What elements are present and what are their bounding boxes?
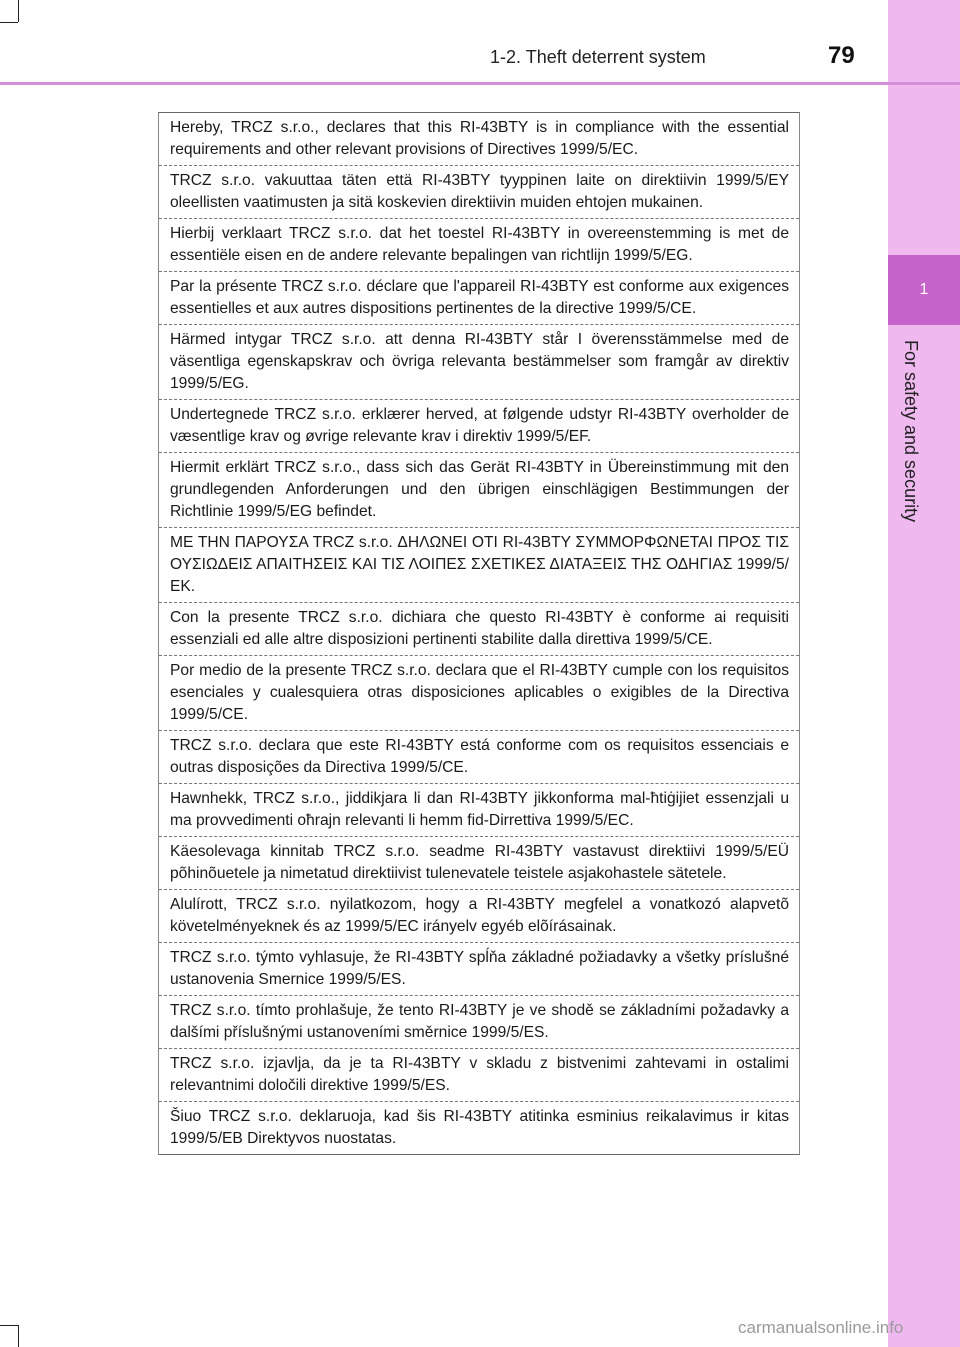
declaration-table bbox=[158, 112, 800, 1155]
chapter-label: For safety and security bbox=[901, 340, 921, 523]
declaration-slovak: TRCZ s.r.o. týmto vyhlasuje, že RI-43BTY spĺňa základné požiadavky a všetky príslušné ustanovenia Smernice 1999/5/ES. bbox=[159, 942, 799, 995]
declaration-danish: Undertegnede TRCZ s.r.o. erklærer herved, at følgende udstyr RI-43BTY overholder de væsentlige krav og øvrige relevante krav i direktiv 1999/5/EF. bbox=[159, 399, 799, 452]
declaration-greek: ΜΕ ΤΗΝ ΠΑΡΟΥΣΑ TRCZ s.r.o. ΔΗΛΩΝΕΙ ΟΤΙ RI-43BTY ΣΥΜΜΟΡΦΩΝΕΤΑΙ ΠΡΟΣ ΤΙΣ ΟΥΣΙΩΔΕΙΣ ΑΠΑΙΤΗΣΕΙΣ ΚΑΙ ΤΙΣ ΛΟΙΠΕΣ ΣΧΕΤΙΚΕΣ ΔΙΑΤΑΞΕΙΣ ΤΗΣ ΟΔΗΓΙΑΣ 1999/5/ΕΚ. bbox=[159, 527, 799, 602]
chapter-side-strip bbox=[888, 0, 960, 1347]
header-rule bbox=[0, 82, 960, 85]
declaration-swedish: Härmed intygar TRCZ s.r.o. att denna RI-43BTY står I överensstämmelse med de väsentliga egenskapskrav och övriga relevanta bestämmelser som framgår av direktiv 1999/5/EG. bbox=[159, 324, 799, 399]
watermark-link[interactable]: carmanualsonline.info bbox=[738, 1318, 904, 1337]
declaration-hungarian: Alulírott, TRCZ s.r.o. nyilatkozom, hogy a RI-43BTY megfelel a vonatkozó alapvetõ követelményeknek és az 1999/5/EC irányelv egyéb elõírásainak. bbox=[159, 889, 799, 942]
declaration-spanish: Por medio de la presente TRCZ s.r.o. declara que el RI-43BTY cumple con los requisitos esenciales y cualesquiera otras disposiciones aplicables o exigibles de la Directiva 1999/5/CE. bbox=[159, 655, 799, 730]
declaration-german: Hiermit erklärt TRCZ s.r.o., dass sich das Gerät RI-43BTY in Übereinstimmung mit den grundlegenden Anforderungen und den übrigen einschlägigen Bestimmungen der Richtlinie 1999/5/EG befindet. bbox=[159, 452, 799, 527]
declaration-dutch: Hierbij verklaart TRCZ s.r.o. dat het toestel RI-43BTY in overeenstemming is met de essentiële eisen en de andere relevante bepalingen van richtlijn 1999/5/EG. bbox=[159, 218, 799, 271]
section-title: 1-2. Theft deterrent system bbox=[490, 47, 706, 67]
declaration-czech: TRCZ s.r.o. tímto prohlašuje, že tento RI-43BTY je ve shodě se základními požadavky a dalšími příslušnými ustanoveními směrnice 1999/5/ES. bbox=[159, 995, 799, 1048]
declaration-portuguese: TRCZ s.r.o. declara que este RI-43BTY está conforme com os requisitos essenciais e outras disposições da Directiva 1999/5/CE. bbox=[159, 730, 799, 783]
crop-mark bbox=[18, 0, 19, 22]
crop-mark bbox=[0, 22, 18, 23]
chapter-number: 1 bbox=[919, 281, 929, 298]
page-number: 79 bbox=[828, 42, 855, 69]
declaration-slovenian: TRCZ s.r.o. izjavlja, da je ta RI-43BTY v skladu z bistvenimi zahtevami in ostalimi relevantnimi določili direktive 1999/5/ES. bbox=[159, 1048, 799, 1101]
declaration-italian: Con la presente TRCZ s.r.o. dichiara che questo RI-43BTY è conforme ai requisiti essenziali ed alle altre disposizioni pertinenti stabilite dalla direttiva 1999/5/CE. bbox=[159, 602, 799, 655]
crop-mark bbox=[18, 1325, 19, 1347]
declaration-maltese: Hawnhekk, TRCZ s.r.o., jiddikjara li dan RI-43BTY jikkonforma mal-ħtiġijiet essenzjali u ma provvedimenti oħrajn relevanti li hemm fid-Dirrettiva 1999/5/EC. bbox=[159, 783, 799, 836]
crop-mark bbox=[0, 1325, 18, 1326]
chapter-tab[interactable] bbox=[888, 255, 960, 325]
declaration-english: Hereby, TRCZ s.r.o., declares that this RI-43BTY is in compliance with the essential requirements and other relevant provisions of Directives 1999/5/EC. bbox=[170, 119, 789, 158]
declaration-lithuanian: Šiuo TRCZ s.r.o. deklaruoja, kad šis RI-43BTY atitinka esminius reikalavimus ir kitas 1999/5/EB Direktyvos nuostatas. bbox=[159, 1101, 799, 1154]
declaration-finnish: TRCZ s.r.o. vakuuttaa täten että RI-43BTY tyyppinen laite on direktiivin 1999/5/EY oleellisten vaatimusten ja sitä koskevien direktiivin muiden ehtojen mukainen. bbox=[159, 165, 799, 218]
declaration-french: Par la présente TRCZ s.r.o. déclare que l'appareil RI-43BTY est conforme aux exigences essentielles et aux autres dispositions pertinentes de la directive 1999/5/CE. bbox=[159, 271, 799, 324]
declaration-estonian: Käesolevaga kinnitab TRCZ s.r.o. seadme RI-43BTY vastavust direktiivi 1999/5/EÜ põhinõuetele ja nimetatud direktiivist tulenevatele teistele asjakohastele sätetele. bbox=[159, 836, 799, 889]
